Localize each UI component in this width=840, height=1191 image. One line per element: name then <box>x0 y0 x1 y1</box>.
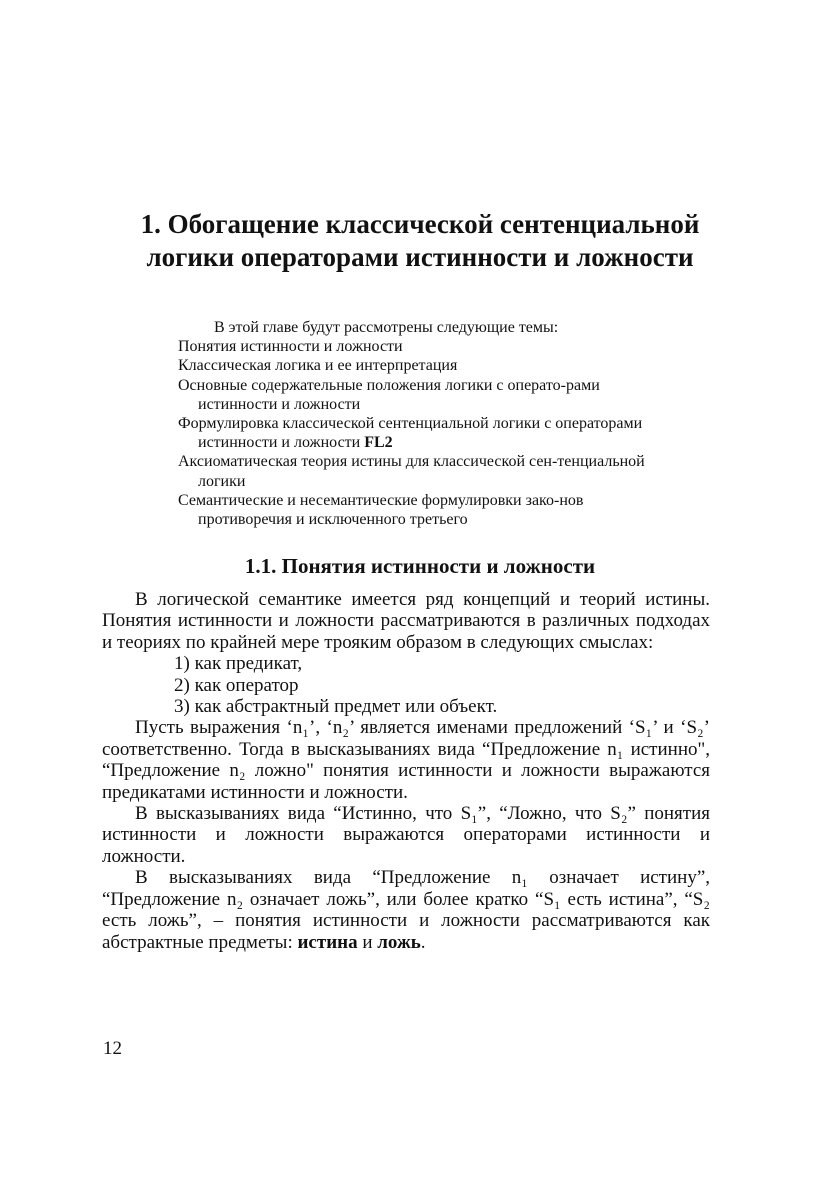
paragraph-text: и <box>357 931 378 953</box>
paragraph-text: . <box>420 931 426 953</box>
chapter-title-line-1: 1. Обогащение классической сентенциальной <box>140 209 700 239</box>
section-title: 1.1. Понятия истинности и ложности <box>244 554 596 578</box>
term-falsehood: ложь <box>377 931 421 953</box>
paragraph: В высказываниях вида “Истинно, что S₁”, “Ложно, что S₂” понятия истинности и ложности выражаются операторами истинности и ложности. <box>102 803 710 867</box>
list-item: 2) как оператор <box>174 674 299 696</box>
topic-item: Понятия истинности и ложности <box>178 338 403 356</box>
chapter-title-line-2: логики операторами истинности и ложности <box>146 242 694 272</box>
list-item: 1) как предикат, <box>174 653 303 675</box>
section-body <box>102 589 710 953</box>
paragraph-text: В высказываниях вида “Предложение n₁ означает истину”, “Предложение n₂ означает ложь”, или более кратко “S₁ есть истина”, “S₂ есть ложь”, – понятия истинности и ложности рассматриваются как абстрактные предметы: <box>102 867 710 953</box>
paragraph: Пусть выражения ‘n₁’, ‘n₂’ является именами предложений ‘S₁’ и ‘S₂’ соответственно. Тогда в высказываниях вида “Предложение n₁ истинно", “Предложение n₂ ложно" понятия истинности и ложности выражаются предикатами истинности и ложности. <box>102 717 710 803</box>
term-truth: истина <box>297 931 358 953</box>
list-item: 3) как абстрактный предмет или объект. <box>174 696 498 718</box>
page-number: 12 <box>103 1038 122 1059</box>
chapter-topics <box>178 318 648 529</box>
paragraph <box>102 867 710 953</box>
paragraph: В логической семантике имеется ряд концепций и теорий истины. Понятия истинности и ложности рассматриваются в различных подходах и теориях по крайней мере трояким образом в следующих смыслах: <box>102 589 710 653</box>
topic-item-bold: FL2 <box>364 434 393 452</box>
topic-item: Основные содержательные положения логики с операто-рами истинности и ложности <box>178 376 600 413</box>
topics-intro: В этой главе будут рассмотрены следующие темы: <box>214 319 559 336</box>
topic-item: Аксиоматическая теория истины для классической сен-тенциальной логики <box>178 453 645 490</box>
chapter-title <box>100 208 740 274</box>
topic-item-text: Формулировка классической сентенциальной логики с операторами истинности и ложности <box>178 415 643 452</box>
topic-item: Классическая логика и ее интерпретация <box>178 357 458 375</box>
topic-item: Семантические и несемантические формулировки зако-нов противоречия и исключенного третьего <box>178 491 584 529</box>
topic-item <box>178 414 648 452</box>
